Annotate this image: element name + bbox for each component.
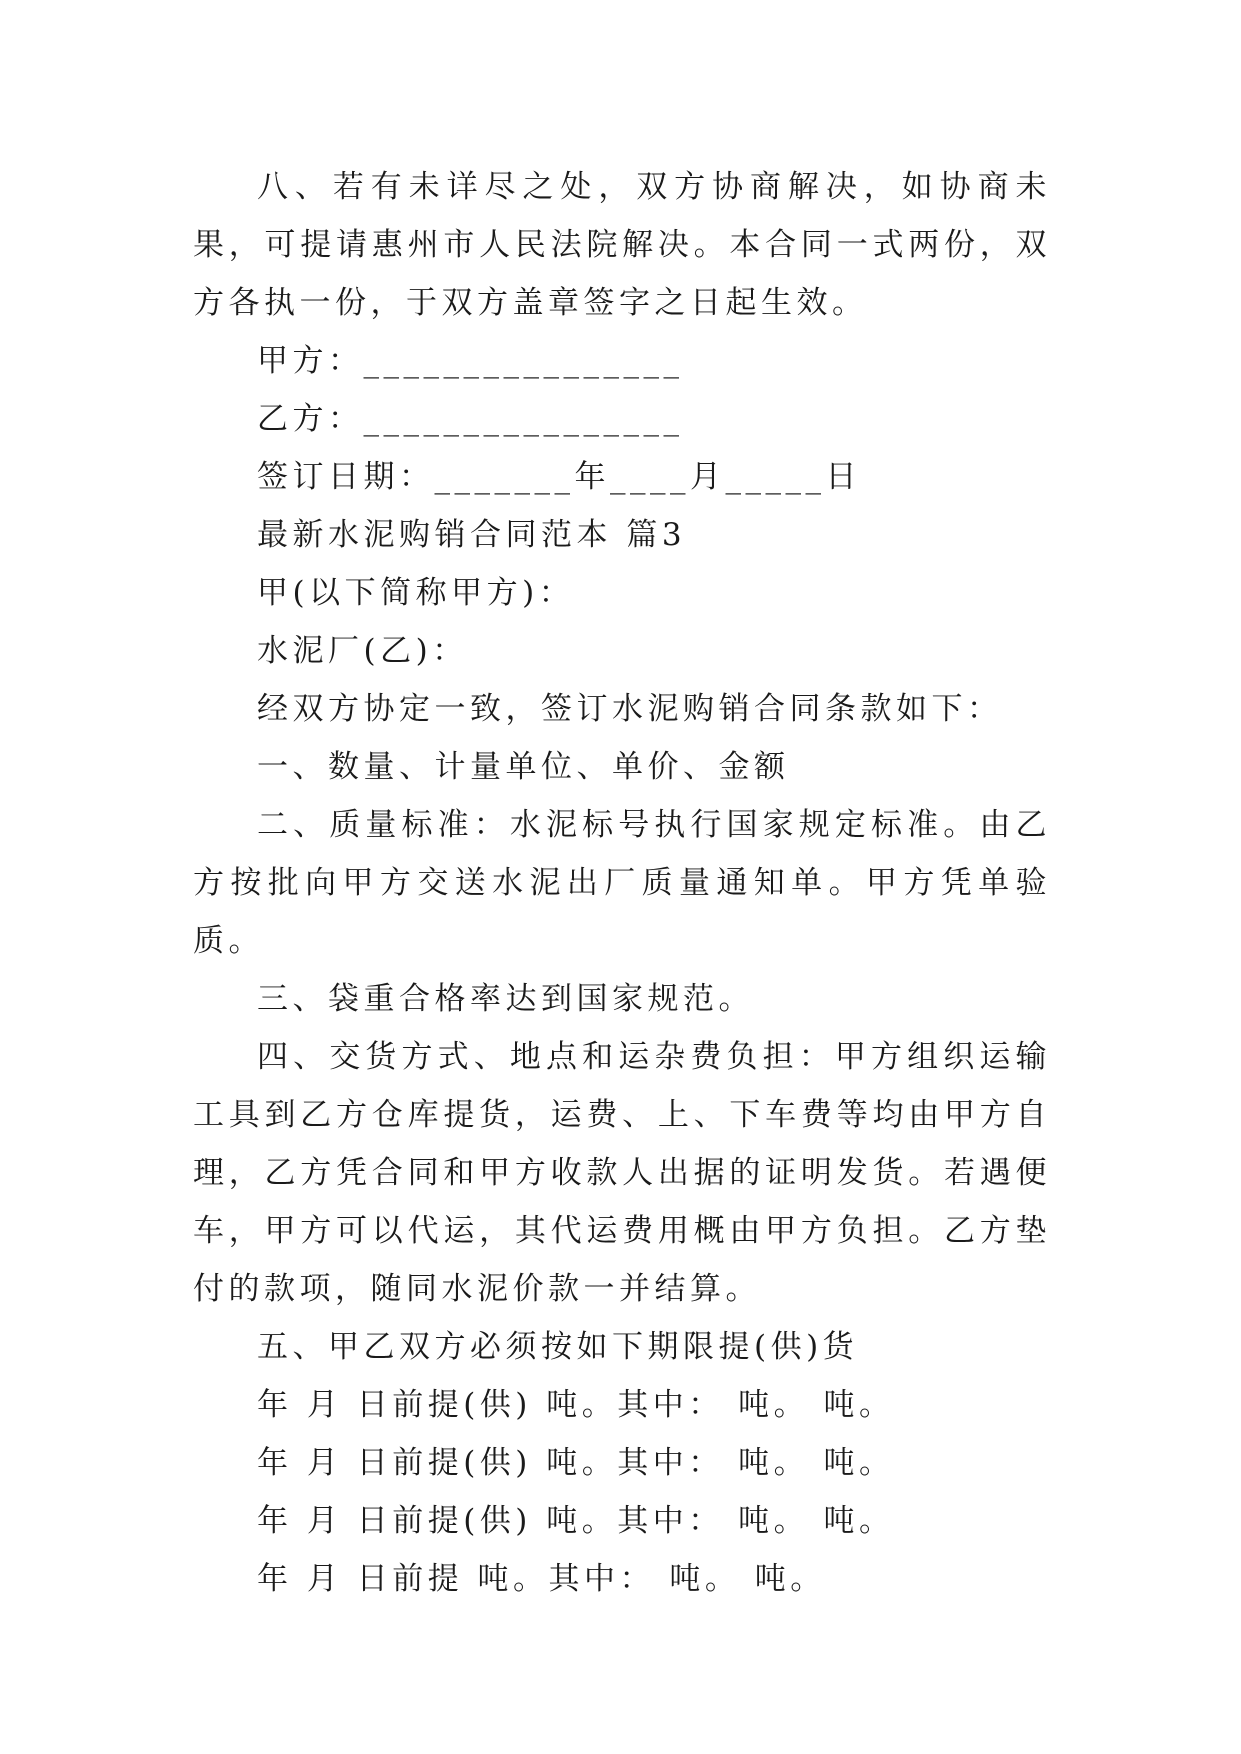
intro-paragraph: 经双方协定一致，签订水泥购销合同条款如下： xyxy=(257,691,1003,727)
clause-4-paragraph: 四、交货方式、地点和运杂费负担：甲方组织运输工具到乙方仓库提货，运费、上、下车费等均由甲方自理，乙方凭合同和甲方收款人出据的证明发货。若遇便车，甲方可以代运，其代运费用概由甲方负担。乙方垫付的款项，随同水泥价款一并结算。 xyxy=(193,1039,1051,1307)
clause-3-paragraph: 三、袋重合格率达到国家规范。 xyxy=(257,981,754,1017)
party-b-label: 水泥厂(乙)： xyxy=(257,633,468,669)
party-a-label: 甲(以下简称甲方)： xyxy=(257,575,575,611)
clause-2-paragraph: 二、质量标准：水泥标号执行国家规定标准。由乙方按批向甲方交送水泥出厂质量通知单。甲方凭单验质。 xyxy=(193,807,1051,959)
delivery-schedule-row: 年 月 日前提 吨。其中： 吨。 吨。 xyxy=(257,1561,826,1597)
clause-5-paragraph: 五、甲乙双方必须按如下期限提(供)货 xyxy=(257,1329,859,1365)
delivery-schedule-row: 年 月 日前提(供) 吨。其中： 吨。 吨。 xyxy=(257,1503,895,1539)
party-b-signature-line: 乙方：________________ xyxy=(257,401,684,437)
clause-1-paragraph: 一、数量、计量单位、单价、金额 xyxy=(257,749,790,785)
document-body xyxy=(193,158,1051,1608)
clause-8-paragraph: 八、若有未详尽之处，双方协商解决，如协商未果，可提请惠州市人民法院解决。本合同一式两份，双方各执一份，于双方盖章签字之日起生效。 xyxy=(193,169,1051,321)
signing-date-line: 签订日期：_______年____月_____日 xyxy=(257,459,861,495)
party-a-signature-line: 甲方：________________ xyxy=(257,343,684,379)
delivery-schedule-row: 年 月 日前提(供) 吨。其中： 吨。 吨。 xyxy=(257,1387,895,1423)
delivery-schedule-row: 年 月 日前提(供) 吨。其中： 吨。 吨。 xyxy=(257,1445,895,1481)
section-title: 最新水泥购销合同范本 篇3 xyxy=(257,517,687,553)
